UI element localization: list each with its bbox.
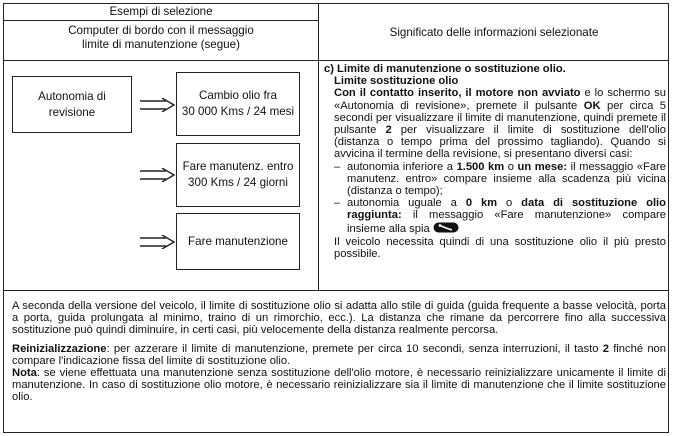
maintenance-now-box — [176, 213, 300, 270]
text: finché non compare l'indicazione fissa del limite di sostituzione olio. — [12, 342, 666, 367]
key-2: 2 — [602, 342, 609, 355]
adaptation-paragraph: A seconda della versione del veicolo, il limite di sostituzione olio si adatta allo stile di guida (guida frequente a basse velocità, porta a porta, guida prolungata al minimo, traino di un rimorchio, ecc.). La distanza che rimane da percorrere fino alla successiva sostituzione può quindi diminuire, in certi casi, più velocemente della distanza realmente percorsa. — [12, 300, 666, 337]
bold-text: 0 km — [465, 197, 498, 210]
ok-key: OK — [583, 99, 601, 112]
reinit-label: Reinizializzazione — [12, 342, 107, 355]
note-paragraph — [12, 367, 666, 404]
maintenance-soon-box — [176, 143, 300, 207]
text: o — [504, 160, 518, 173]
bold-text: 1.500 km — [456, 160, 505, 173]
selection-table — [3, 3, 669, 433]
list-item — [334, 161, 666, 198]
instructions-paragraph — [324, 87, 666, 160]
box-label-line: Fare manutenz. entro — [182, 160, 294, 173]
computer-header-line-1: Computer di bordo con il messaggio — [68, 24, 254, 37]
box-label-line: Fare manutenzione — [188, 234, 288, 248]
bold-text: data di sostituzione olio raggiunta: — [347, 197, 666, 222]
double-arrow-icon — [138, 168, 176, 182]
box-label-line: 30 000 Kms / 24 mesi — [181, 105, 295, 118]
double-arrow-icon — [138, 235, 176, 249]
text: per visualizzare il limite di sostituzione dell'olio (distanza o tempo prima del prossimo tagliando). Quando si avvicina il termine della revisione, si presentano diversi casi: — [334, 124, 667, 161]
computer-header — [4, 24, 318, 52]
text: : se viene effettuata una manutenzione senza sostituzione dell'olio motore, è necessario reinizializzare unicamente il limite di manutenzione. In caso di sostituzione olio motore, è necessario reinizializzare sia il limite di manutenzione che il limite sostituzione olio. — [12, 367, 666, 404]
double-arrow-icon — [138, 98, 176, 112]
bottom-notes — [12, 300, 666, 404]
key-2: 2 — [385, 124, 392, 137]
text: o — [497, 197, 522, 210]
reinit-paragraph — [12, 343, 666, 367]
bold-text: Con il contatto inserito, il motore non avviato — [334, 87, 581, 100]
text: e lo schermo su «Autonomia di revisione», premete il pulsante — [334, 87, 666, 112]
box-label-line: Cambio olio fra — [199, 89, 277, 102]
text: il messaggio «Fare manutenzione» compare insieme alla spia — [347, 209, 666, 235]
box-label-line: revisione — [48, 105, 96, 119]
examples-header: Esempi di selezione — [109, 5, 213, 18]
section-heading: c) Limite di manutenzione o sostituzione olio. — [324, 63, 566, 75]
text: autonomia inferiore a — [347, 160, 457, 173]
column-divider — [318, 4, 319, 290]
cases-list — [324, 161, 666, 236]
bold-text: un mese: — [517, 160, 568, 173]
header-bottom-divider — [4, 60, 668, 61]
computer-header-line-2: limite di manutenzione (segue) — [82, 38, 240, 51]
text: il messaggio «Fare manutenz. entro» compare insieme alla scadenza più vicina (distanza o tempo); — [347, 160, 666, 198]
oil-change-box — [176, 72, 300, 136]
text: : per azzerare il limite di manutenzione, premete per circa 10 secondi, senza interruzioni, il tasto — [106, 342, 603, 355]
box-label-line: Autonomia di — [38, 89, 106, 103]
meaning-text — [324, 63, 666, 260]
revision-autonomy-box — [12, 76, 132, 133]
text: per circa 5 secondi per visualizzare il limite di manutenzione, quindi premete il pulsante — [334, 99, 666, 137]
oil-service-wrench-icon — [433, 222, 459, 236]
list-item — [334, 197, 666, 236]
note-label: Nota — [12, 367, 37, 380]
closing-paragraph: Il veicolo necessita quindi di una sostituzione olio il più presto possibile. — [334, 235, 666, 261]
table-bottom-divider — [4, 290, 668, 291]
section-subheading: Limite sostituzione olio — [334, 75, 459, 88]
header-divider — [4, 20, 318, 21]
box-label-line: 300 Kms / 24 giorni — [188, 176, 288, 189]
text: autonomia uguale a — [347, 197, 466, 210]
meaning-header: Significato delle informazioni selezionate — [389, 26, 599, 39]
